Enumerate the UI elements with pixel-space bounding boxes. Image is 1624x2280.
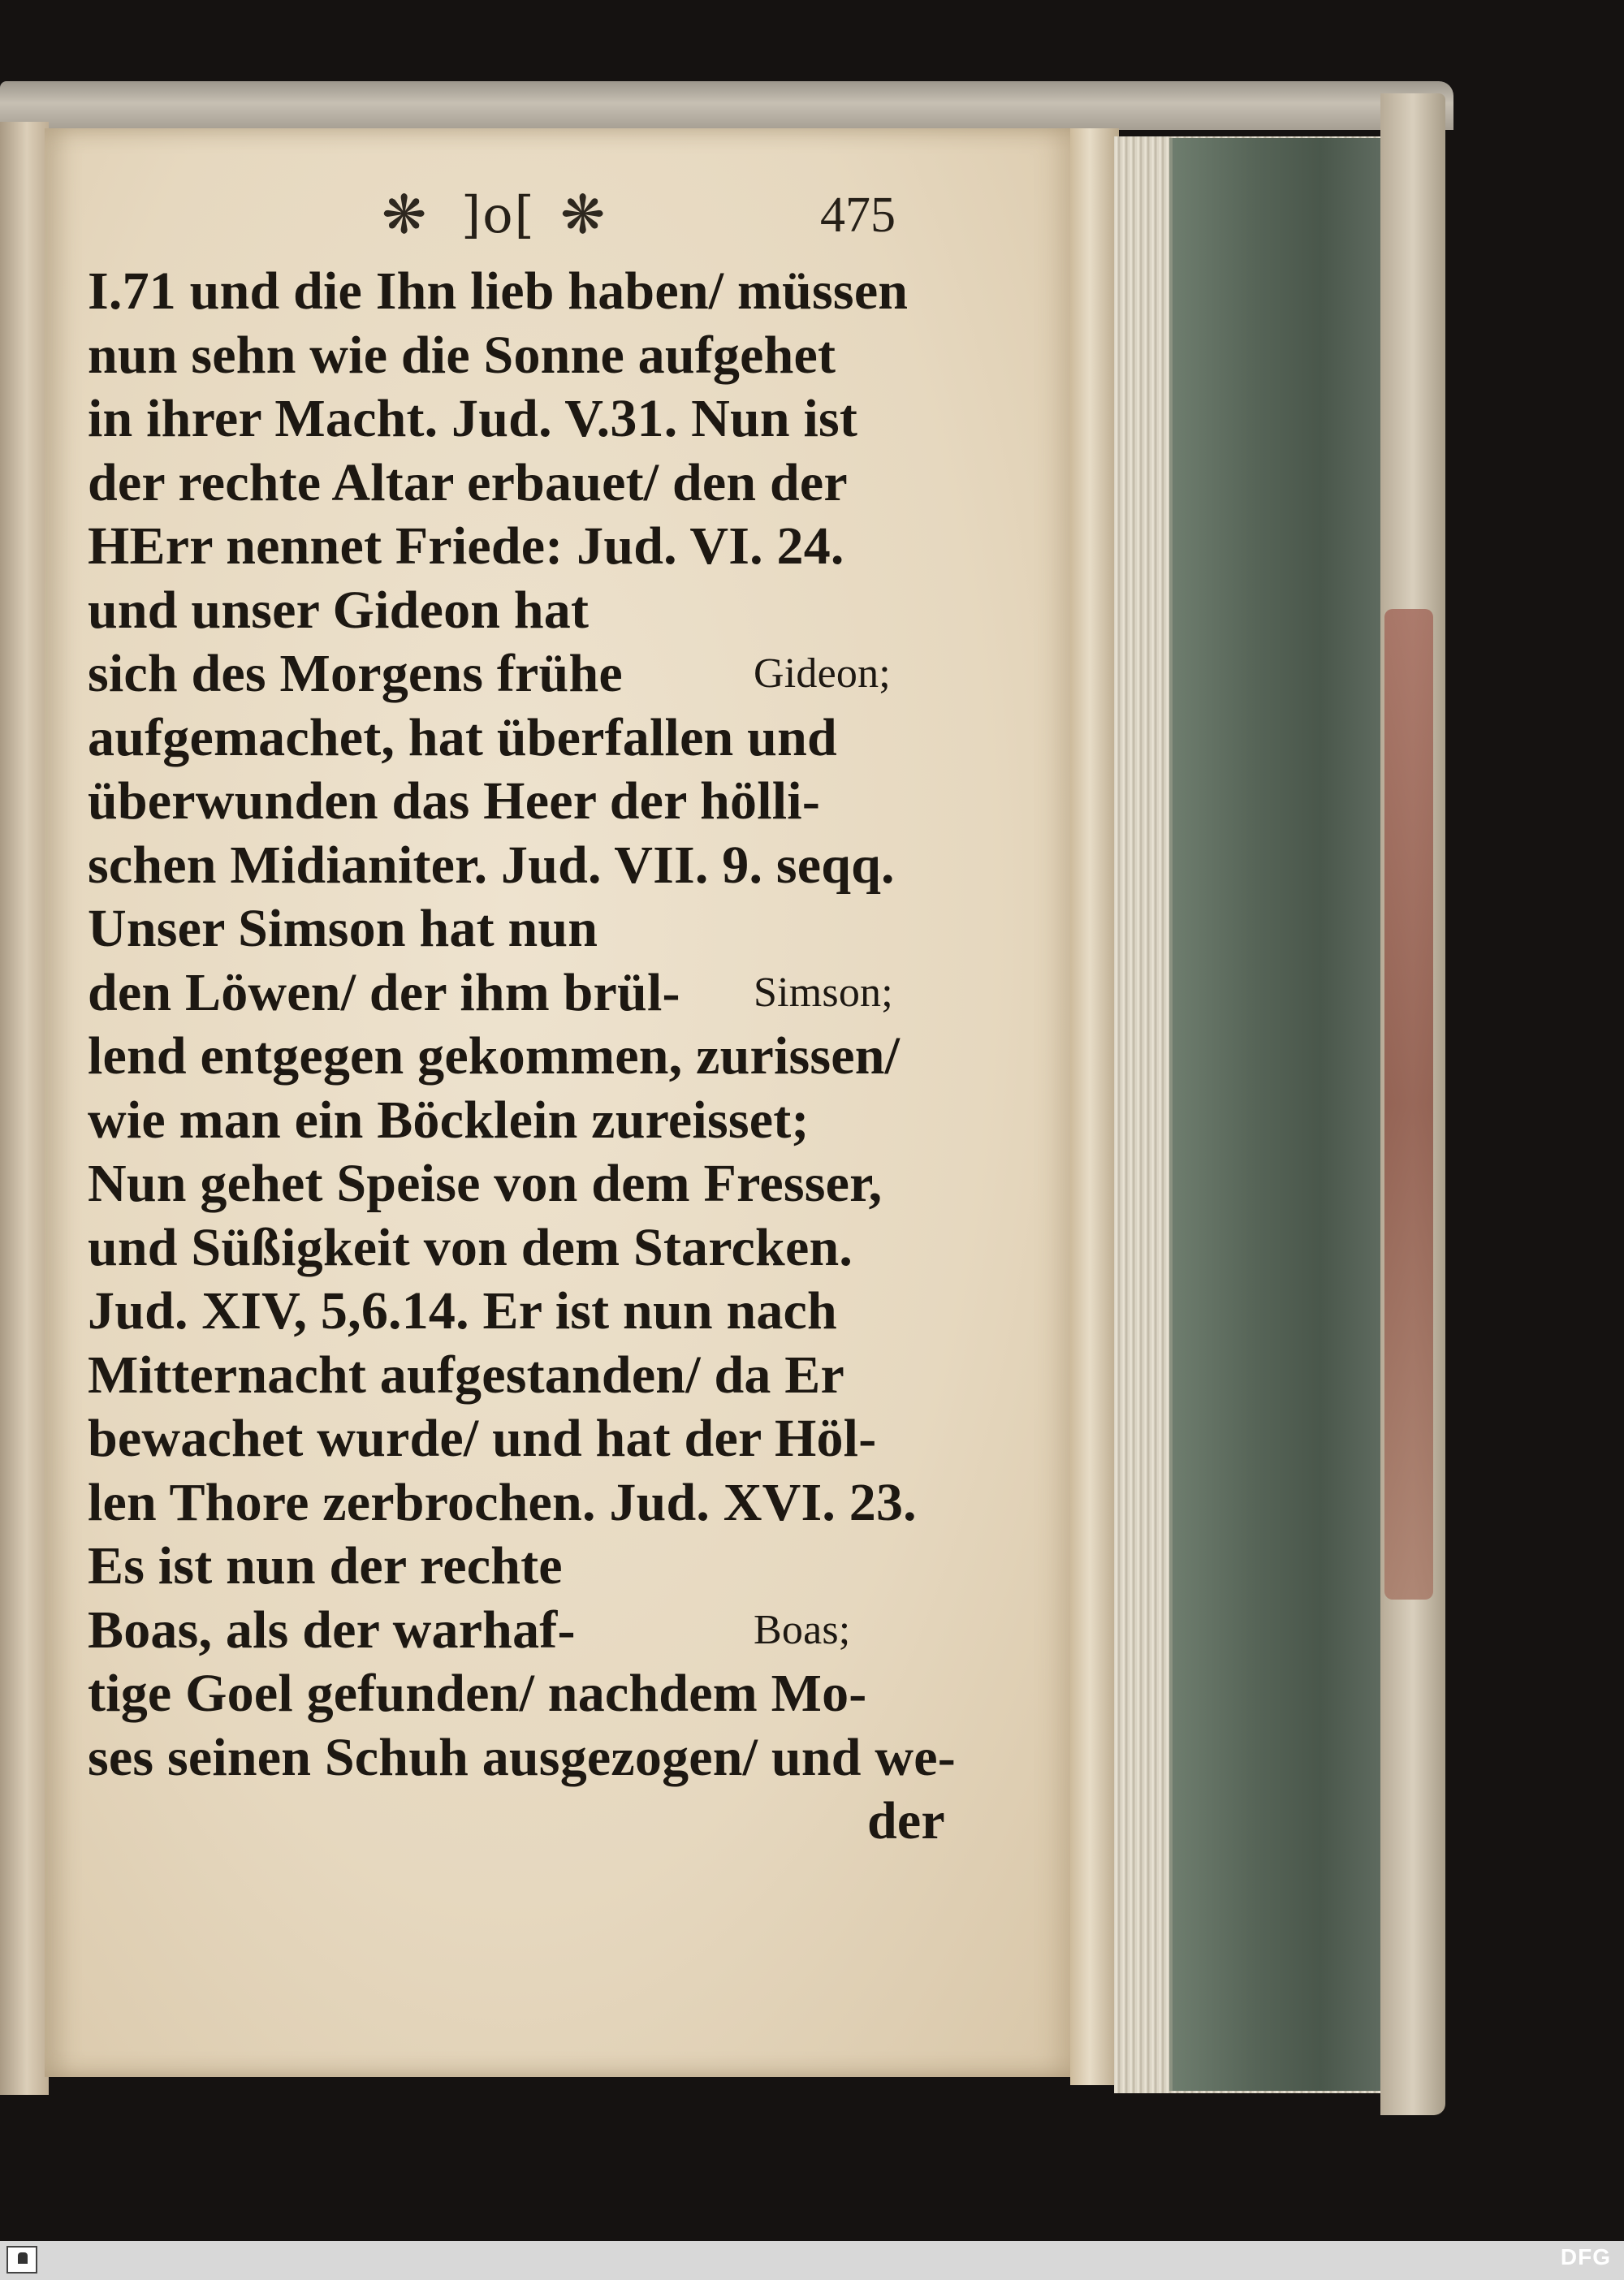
header-bracket: ]o[ — [461, 185, 536, 244]
viewer-footer-bar — [0, 2241, 1624, 2280]
line-text: und Süßigkeit von dem Starcken. — [88, 1217, 853, 1277]
text-line — [88, 1662, 932, 1726]
text-line — [88, 579, 932, 643]
green-page-edge — [1169, 138, 1384, 2091]
margin-note: Simson; — [754, 969, 893, 1016]
left-page-edge — [0, 122, 49, 2095]
line-text: den Löwen/ der ihm brül- — [88, 962, 680, 1022]
line-text: aufgemachet, hat überfallen und — [88, 707, 837, 767]
line-text: und unser Gideon hat — [88, 580, 590, 640]
text-line — [88, 706, 932, 771]
line-text: I.71 und die Ihn lieb haben/ müssen — [88, 261, 909, 321]
ornament-right-icon: ❋ — [560, 184, 606, 246]
logo-mark-icon — [18, 2252, 28, 2264]
text-line — [88, 1471, 932, 1535]
page-text — [88, 260, 956, 1854]
line-text: Mitternacht aufgestanden/ da Er — [88, 1345, 844, 1405]
line-text: Es ist nun der rechte — [88, 1536, 563, 1596]
line-text: len Thore zerbrochen. Jud. XVI. 23. — [88, 1472, 917, 1532]
text-line — [88, 1280, 932, 1344]
text-line — [88, 1726, 956, 1790]
line-text: der rechte Altar erbauet/ den der — [88, 452, 848, 512]
line-text: nun sehn wie die Sonne aufgehet — [88, 325, 836, 385]
text-line — [88, 770, 932, 834]
text-line — [88, 324, 932, 388]
line-text: schen Midianiter. Jud. VII. 9. seqq. — [88, 835, 895, 895]
text-line — [88, 961, 932, 1026]
text-line — [88, 897, 932, 961]
line-text: Jud. XIV, 5,6.14. Er ist nun nach — [88, 1281, 837, 1341]
page-gutter — [1070, 128, 1119, 2085]
book-cover-top — [0, 81, 1453, 130]
line-text: lend entgegen gekommen, zurissen/ — [88, 1026, 901, 1086]
margin-note: Boas; — [754, 1606, 851, 1653]
text-line — [88, 1599, 932, 1663]
text-line — [88, 642, 932, 706]
line-text: in ihrer Macht. Jud. V.31. Nun ist — [88, 389, 858, 448]
line-text: der — [867, 1791, 945, 1850]
text-line — [88, 1344, 932, 1408]
text-line — [88, 1535, 932, 1599]
text-line — [88, 260, 932, 324]
library-logo-icon — [6, 2246, 37, 2274]
dfg-logo: DFG — [1560, 2244, 1611, 2269]
line-text: Nun gehet Speise von dem Fresser, — [88, 1154, 883, 1213]
ornament-left-icon: ❋ — [382, 184, 427, 246]
line-text: sich des Morgens frühe — [88, 644, 623, 703]
text-line — [88, 1407, 932, 1471]
margin-note: Gideon; — [754, 650, 891, 697]
line-text: tige Goel gefunden/ nachdem Mo- — [88, 1664, 867, 1723]
line-text: bewachet wurde/ und hat der Höl- — [88, 1409, 877, 1468]
text-line — [88, 1089, 932, 1153]
text-line — [88, 1790, 945, 1854]
text-line — [88, 387, 932, 451]
line-text: Unser Simson hat nun — [88, 899, 598, 958]
text-line — [88, 1152, 932, 1216]
text-line — [88, 451, 932, 516]
line-text: überwunden das Heer der hölli- — [88, 771, 820, 831]
text-line — [88, 1025, 932, 1089]
text-line — [88, 1216, 932, 1280]
red-cover-patch — [1384, 609, 1433, 1600]
line-text: Boas, als der warhaf- — [88, 1600, 576, 1660]
page-number: 475 — [820, 188, 896, 243]
page-header — [382, 180, 934, 253]
text-line — [88, 515, 932, 579]
line-text: wie man ein Böcklein zureisset; — [88, 1090, 810, 1150]
text-line — [88, 834, 932, 898]
line-text: ses seinen Schuh ausgezogen/ und we- — [88, 1727, 956, 1787]
line-text: HErr nennet Friede: Jud. VI. 24. — [88, 516, 844, 576]
